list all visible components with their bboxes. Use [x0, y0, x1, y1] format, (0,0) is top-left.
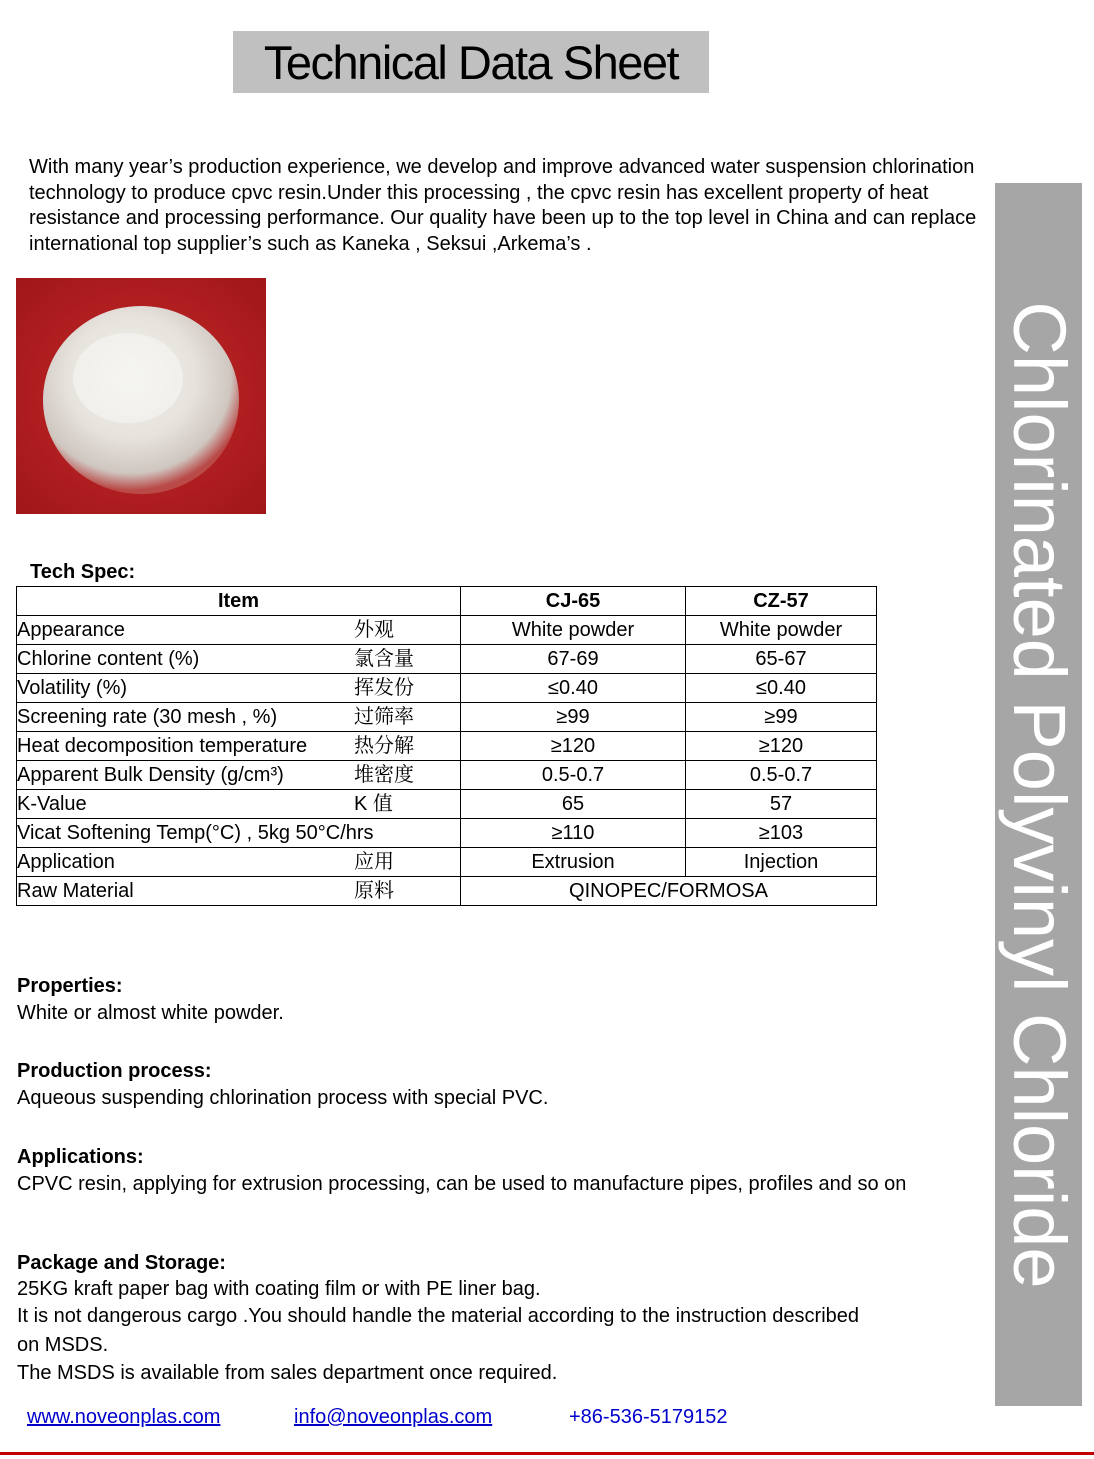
header-cz57: CZ-57: [686, 587, 877, 616]
value-cj65: ≥120: [461, 732, 686, 761]
production-heading: Production process:: [17, 1060, 212, 1082]
table-row: [17, 645, 877, 674]
properties-heading: Properties:: [17, 975, 123, 997]
value-cz57: 65-67: [686, 645, 877, 674]
package-section: [17, 1250, 867, 1386]
item-cell: [17, 732, 461, 761]
item-cell: [17, 703, 461, 732]
production-section: [17, 1058, 907, 1112]
value-cz57: ≤0.40: [686, 674, 877, 703]
value-cz57: White powder: [686, 616, 877, 645]
website-link[interactable]: www.noveonplas.com: [27, 1406, 221, 1428]
product-photo: [16, 278, 266, 514]
intro-paragraph: With many year’s production experience, we develop and improve advanced water suspension chlorination technology to produce cpvc resin.Under this processing , the cpvc resin has excellent property of heat resistance and processing performance. Our quality have been up to the top level in China and can replace international top supplier’s such as Kaneka , Seksui ,Arkema’s .: [29, 156, 977, 255]
package-line-1: 25KG kraft paper bag with coating film or with PE liner bag.: [17, 1278, 541, 1300]
item-chinese: K 值: [354, 793, 393, 815]
item-cell: [17, 674, 461, 703]
raw-material-value: QINOPEC/FORMOSA: [461, 877, 877, 906]
value-cz57: 0.5-0.7: [686, 761, 877, 790]
item-chinese: 应用: [354, 851, 394, 873]
value-cj65: White powder: [461, 616, 686, 645]
item-english: Raw Material: [17, 880, 134, 902]
table-row: [17, 848, 877, 877]
package-line-3: The MSDS is available from sales department once required.: [17, 1362, 558, 1384]
table-row: [17, 703, 877, 732]
applications-heading: Applications:: [17, 1146, 144, 1168]
tech-spec-table: [16, 586, 877, 906]
item-english: K-Value: [17, 793, 87, 815]
package-heading: Package and Storage:: [17, 1252, 226, 1274]
item-english: Chlorine content (%): [17, 648, 200, 670]
production-text: Aqueous suspending chlorination process with special PVC.: [17, 1087, 549, 1109]
item-cell: [17, 645, 461, 674]
item-chinese: 挥发份: [354, 677, 414, 699]
value-cz57: 57: [686, 790, 877, 819]
item-cell: [17, 761, 461, 790]
item-chinese: 热分解: [354, 735, 414, 757]
value-cj65: 0.5-0.7: [461, 761, 686, 790]
table-row-raw-material: [17, 877, 877, 906]
table-header-row: [17, 587, 877, 616]
item-english: Volatility (%): [17, 677, 128, 699]
value-cj65: ≥99: [461, 703, 686, 732]
value-cj65: 67-69: [461, 645, 686, 674]
item-english: Appearance: [17, 619, 125, 641]
applications-text: CPVC resin, applying for extrusion processing, can be used to manufacture pipes, profiles and so on: [17, 1173, 907, 1195]
applications-section: [17, 1144, 907, 1198]
properties-text: White or almost white powder.: [17, 1002, 284, 1024]
item-english: Screening rate (30 mesh , %): [17, 706, 278, 728]
table-row: [17, 732, 877, 761]
item-chinese: 堆密度: [354, 764, 414, 786]
table-row: [17, 674, 877, 703]
email-link[interactable]: info@noveonplas.com: [294, 1406, 493, 1428]
title-box: [233, 31, 709, 93]
item-cell: [17, 848, 461, 877]
item-chinese: 原料: [354, 880, 394, 902]
item-english: Application: [17, 851, 115, 873]
value-cz57: ≥103: [686, 819, 877, 848]
side-banner-text: Chlorinated Polyvinyl Chloride: [997, 300, 1081, 1289]
phone-number: +86-536-5179152: [569, 1406, 728, 1428]
value-cj65: 65: [461, 790, 686, 819]
table-row: [17, 819, 877, 848]
value-cz57: ≥120: [686, 732, 877, 761]
value-cj65: ≥110: [461, 819, 686, 848]
item-cell: [17, 877, 461, 906]
item-chinese: 氯含量: [354, 648, 414, 670]
item-cell: [17, 616, 461, 645]
header-item: Item: [17, 587, 461, 616]
item-cell: [17, 819, 461, 848]
item-cell: [17, 790, 461, 819]
tech-spec-label: Tech Spec:: [30, 561, 136, 583]
value-cj65: Extrusion: [461, 848, 686, 877]
table-row: [17, 790, 877, 819]
value-cj65: ≤0.40: [461, 674, 686, 703]
item-chinese: 过筛率: [354, 706, 414, 728]
value-cz57: ≥99: [686, 703, 877, 732]
item-chinese: 外观: [354, 619, 394, 641]
header-cj65: CJ-65: [461, 587, 686, 616]
item-english: Heat decomposition temperature: [17, 735, 308, 757]
package-line-2: It is not dangerous cargo .You should handle the material according to the instruction described on MSDS.: [17, 1305, 860, 1356]
table-row: [17, 761, 877, 790]
side-banner: [995, 183, 1082, 1406]
properties-section: [17, 973, 907, 1027]
item-english: Vicat Softening Temp(°C) , 5kg 50°C/hrs: [17, 822, 374, 844]
table-row: [17, 616, 877, 645]
item-english: Apparent Bulk Density (g/cm³): [17, 764, 284, 786]
powder-pile-image: [16, 278, 266, 514]
value-cz57: Injection: [686, 848, 877, 877]
footer-rule: [0, 1452, 1094, 1455]
document-title: Technical Data Sheet: [263, 35, 679, 89]
